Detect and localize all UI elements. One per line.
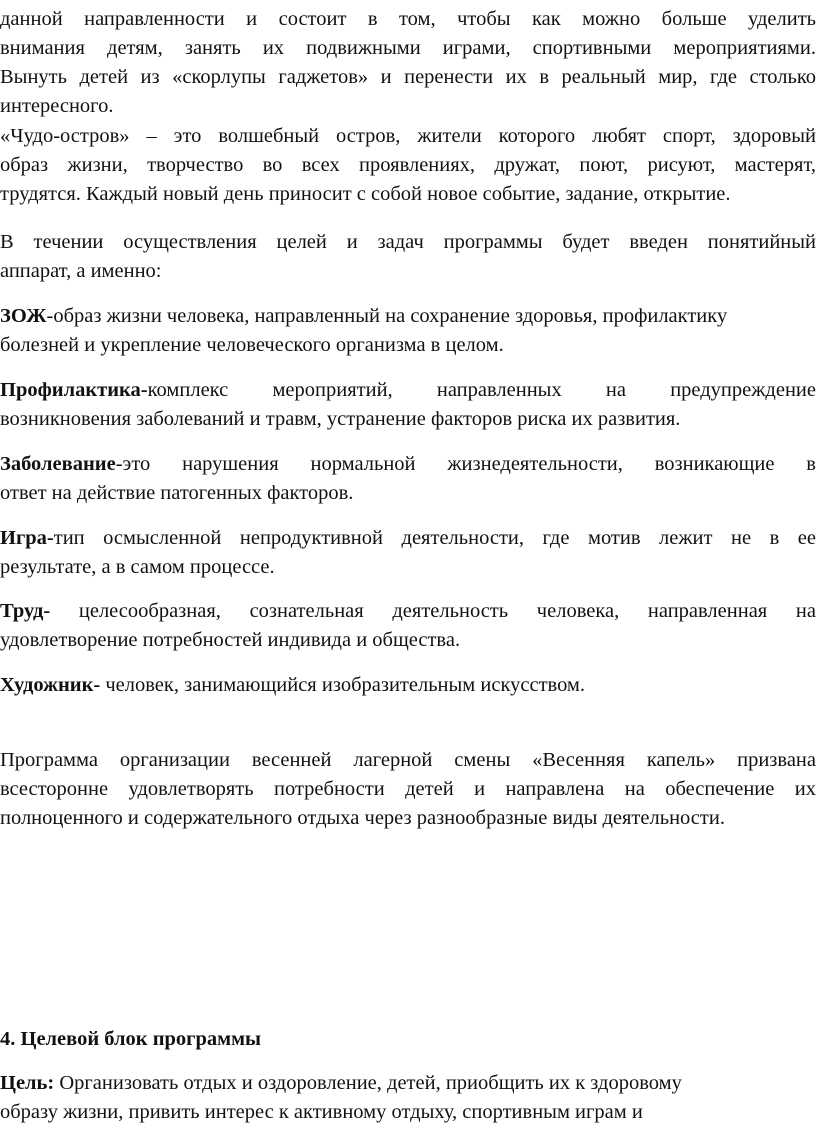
program-paragraph <box>0 746 816 833</box>
text-line: удовлетворение потребностей индивида и общества. <box>0 629 461 651</box>
definition-term: ЗОЖ <box>0 305 47 327</box>
text-line: трудятся. Каждый новый день приносит с собой новое событие, задание, открытие. <box>0 183 731 205</box>
text-line: ответ на действие патогенных факторов. <box>0 482 354 504</box>
section-heading <box>0 1025 816 1054</box>
text-line: всесторонне удовлетворять потребности детей и направлена на обеспечение их <box>0 778 816 800</box>
text-line: аппарат, а именно: <box>0 260 162 282</box>
definition-term: Заболевание <box>0 453 116 475</box>
text-line: данной направленности и состоит в том, чтобы как можно больше уделить <box>0 8 816 30</box>
text-line: интересного. <box>0 95 114 117</box>
text-line: внимания детям, занять их подвижными играми, спортивными мероприятиями. <box>0 37 816 59</box>
text-line: полноценного и содержательного отдыха через разнообразные виды деятельности. <box>0 807 725 829</box>
text-line <box>0 524 816 553</box>
definition-text: -образ жизни человека, направленный на сохранение здоровья, профилактику <box>46 305 728 327</box>
definition-text: тип осмысленной непродуктивной деятельности, где мотив лежит не в ее <box>53 527 816 549</box>
definition-text: человек, занимающийся изобразительным искусством. <box>100 674 586 696</box>
definition-term: Художник- <box>0 674 101 696</box>
section-title: 4. Целевой блок программы <box>0 1028 262 1050</box>
chudo-ostrov-term: «Чудо-остров» <box>0 125 130 147</box>
definition-text: целесообразная, сознательная деятельность человека, направленная на <box>50 600 816 622</box>
chudo-ostrov-text: – это волшебный остров, жители которого любят спорт, здоровый <box>129 125 816 147</box>
text-line <box>0 1069 816 1098</box>
goal-term: Цель: <box>0 1072 55 1094</box>
text-line: возникновения заболеваний и травм, устранение факторов риска их развития. <box>0 408 681 430</box>
text-line <box>0 597 816 626</box>
definition-profilaktika <box>0 376 816 434</box>
goal-paragraph <box>0 1069 816 1127</box>
definition-text: -это нарушения нормальной жизнедеятельности, возникающие в <box>115 453 816 475</box>
definition-khudozhnik <box>0 671 816 700</box>
concepts-intro-paragraph <box>0 228 816 286</box>
definition-igra <box>0 524 816 582</box>
definition-text: комплекс мероприятий, направленных на предупреждение <box>147 379 816 401</box>
definition-zabolevanie <box>0 450 816 508</box>
text-line <box>0 376 816 405</box>
intro-paragraph <box>0 5 816 121</box>
text-line <box>0 302 816 331</box>
definition-trud <box>0 597 816 655</box>
text-line: Вынуть детей из «скорлупы гаджетов» и перенести их в реальный мир, где столько <box>0 66 816 88</box>
text-line: Программа организации весенней лагерной смены «Весенняя капель» призвана <box>0 749 816 771</box>
text-line: образ жизни, творчество во всех проявлениях, дружат, поют, рисуют, мастерят, <box>0 154 816 176</box>
text-line: В течении осуществления целей и задач программы будет введен понятийный <box>0 231 816 253</box>
definition-term: Труд- <box>0 600 51 622</box>
definition-term: Профилактика- <box>0 379 148 401</box>
text-line <box>0 122 816 151</box>
goal-text: Организовать отдых и оздоровление, детей, приобщить их к здоровому <box>54 1072 682 1094</box>
chudo-ostrov-paragraph <box>0 122 816 209</box>
definition-term: Игра- <box>0 527 54 549</box>
definition-zozh <box>0 302 816 360</box>
text-line <box>0 671 816 700</box>
text-line: результате, а в самом процессе. <box>0 556 275 578</box>
text-line: болезней и укрепление человеческого организма в целом. <box>0 334 504 356</box>
text-line: образу жизни, привить интерес к активному отдыху, спортивным играм и <box>0 1101 643 1123</box>
text-line <box>0 450 816 479</box>
